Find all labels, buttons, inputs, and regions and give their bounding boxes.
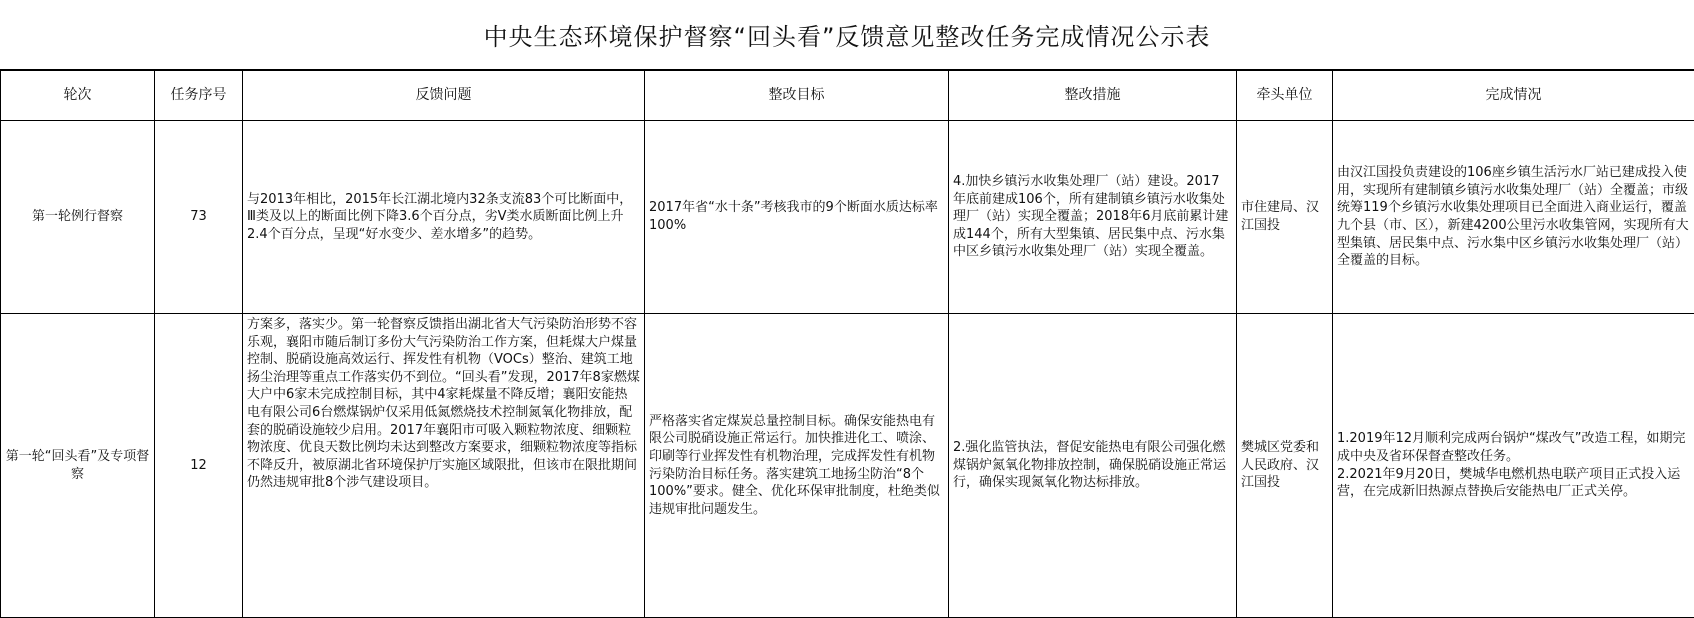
header-problem: 反馈问题 [243,71,645,121]
cell-goal: 2017年省“水十条”考核我市的9个断面水质达标率100% [645,121,949,314]
cell-status: 1.2019年12月顺利完成两台锅炉“煤改气”改造工程，如期完成中央及省环保督查整改任务。 2.2021年9月20日，樊城华电燃机热电联产项目正式投入运营，在完成新旧热源点替换后安能热电厂正式关停。 [1333,314,1694,618]
page-title: 中央生态环境保护督察“回头看”反馈意见整改任务完成情况公示表 [484,17,1211,52]
cell-measures: 4.加快乡镇污水收集处理厂（站）建设。2017年底前建成106个，所有建制镇乡镇污水收集处理厂（站）实现全覆盖；2018年6月底前累计建成144个，所有大型集镇、居民集中点、污水集中区乡镇污水收集处理厂（站）实现全覆盖。 [949,121,1237,314]
cell-round: 第一轮例行督察 [1,121,155,314]
table-header-row [1,71,1694,121]
cell-lead-unit: 市住建局、汉江国投 [1237,121,1333,314]
header-measures: 整改措施 [949,71,1237,121]
table-row [1,121,1694,314]
cell-goal: 严格落实省定煤炭总量控制目标。确保安能热电有限公司脱硝设施正常运行。加快推进化工、喷涂、印刷等行业挥发性有机物治理，完成挥发性有机物污染防治目标任务。落实建筑工地扬尘防治“8个100%”要求。健全、优化环保审批制度，杜绝类似违规审批问题发生。 [645,314,949,618]
cell-lead-unit: 樊城区党委和人民政府、汉江国投 [1237,314,1333,618]
header-round: 轮次 [1,71,155,121]
cell-problem: 与2013年相比，2015年长江湖北境内32条支流83个可比断面中，Ⅲ类及以上的断面比例下降3.6个百分点，劣Ⅴ类水质断面比例上升2.4个百分点，呈现“好水变少、差水增多”的趋势。 [243,121,645,314]
header-lead-unit: 牵头单位 [1237,71,1333,121]
cell-status: 由汉江国投负责建设的106座乡镇生活污水厂站已建成投入使用，实现所有建制镇乡镇污水收集处理厂（站）全覆盖；市级统筹119个乡镇污水收集处理项目已全面进入商业运行，覆盖九个县（市、区），新建4200公里污水收集管网，实现所有大型集镇、居民集中点、污水集中区乡镇污水收集处理厂（站）全覆盖的目标。 [1333,121,1694,314]
title-bar [0,0,1694,70]
task-table [0,70,1694,618]
cell-round: 第一轮“回头看”及专项督察 [1,314,155,618]
header-status: 完成情况 [1333,71,1694,121]
cell-task-no: 73 [155,121,243,314]
cell-measures: 2.强化监管执法，督促安能热电有限公司强化燃煤锅炉氮氧化物排放控制，确保脱硝设施正常运行，确保实现氮氧化物达标排放。 [949,314,1237,618]
header-task-no: 任务序号 [155,71,243,121]
header-goal: 整改目标 [645,71,949,121]
cell-problem: 方案多，落实少。第一轮督察反馈指出湖北省大气污染防治形势不容乐观，襄阳市随后制订多份大气污染防治工作方案，但耗煤大户煤量控制、脱硝设施高效运行、挥发性有机物（VOCs）整治、建筑工地扬尘治理等重点工作落实仍不到位。“回头看”发现，2017年8家燃煤大户中6家未完成控制目标，其中4家耗煤量不降反增；襄阳安能热电有限公司6台燃煤锅炉仅采用低氮燃烧技术控制氮氧化物排放，配套的脱硝设施较少启用。2017年襄阳市可吸入颗粒物浓度、细颗粒物浓度、优良天数比例均未达到整改方案要求，细颗粒物浓度等指标不降反升，被原湖北省环境保护厅实施区域限批，但该市在限批期间仍然违规审批8个涉气建设项目。 [243,314,645,618]
cell-task-no: 12 [155,314,243,618]
table-row [1,314,1694,618]
